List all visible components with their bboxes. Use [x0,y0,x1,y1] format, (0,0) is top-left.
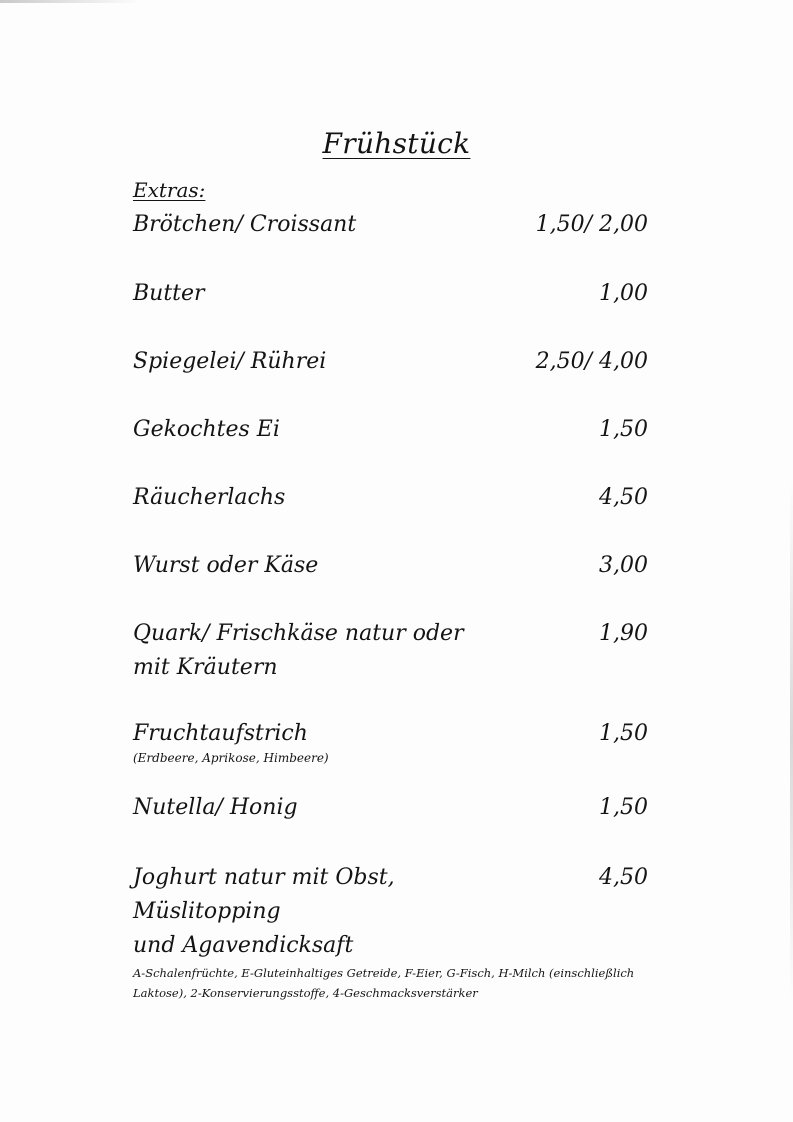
menu-item-broetchen [133,208,648,242]
item-name: Brötchen/ Croissant [133,212,357,237]
item-name: Joghurt natur mit Obst, Müslitopping [133,865,395,924]
menu-item-gekochtes-ei [133,413,648,447]
item-price: 1,50/ 2,00 [535,212,648,237]
menu-item-nutella-honig [133,791,648,825]
item-name: Wurst oder Käse [133,553,319,578]
item-price: 4,50 [599,865,648,890]
item-name: Spiegelei/ Rührei [133,349,327,374]
item-name: Räucherlachs [133,485,286,510]
allergen-legend [133,963,658,1003]
menu-subtitle: Extras: [133,178,206,202]
item-price: 1,50 [599,721,648,746]
item-name: Butter [133,281,205,306]
item-price: 1,00 [599,281,648,306]
allergen-legend-line2: Laktose), 2-Konservierungsstoffe, 4-Geschmacksverstärker [133,986,478,1000]
menu-title: Frühstück [322,127,471,160]
item-name-line2: und Agavendicksaft [133,933,354,958]
menu-item-joghurt [133,861,648,963]
menu-item-butter [133,277,648,311]
item-price: 4,50 [599,485,648,510]
menu-item-fruchtaufstrich [133,717,648,766]
item-price: 2,50/ 4,00 [535,349,648,374]
item-name: Fruchtaufstrich [133,721,308,746]
item-name: Gekochtes Ei [133,417,280,442]
menu-item-raeucherlachs [133,481,648,515]
scan-edge-top [0,0,140,3]
item-name: Nutella/ Honig [133,795,298,820]
item-note: (Erdbeere, Aprikose, Himbeere) [133,751,329,765]
allergen-legend-line1: A-Schalenfrüchte, E-Gluteinhaltiges Getreide, F-Eier, G-Fisch, H-Milch (einschließlich [133,966,635,980]
item-price: 1,50 [599,417,648,442]
menu-item-quark [133,617,648,685]
item-price: 3,00 [599,553,648,578]
menu-item-spiegelei [133,345,648,379]
item-name: Quark/ Frischkäse natur oder [133,621,464,646]
item-price: 1,50 [599,795,648,820]
menu-item-wurst-kaese [133,549,648,583]
item-price: 1,90 [599,621,648,646]
item-name-line2: mit Kräutern [133,655,278,680]
